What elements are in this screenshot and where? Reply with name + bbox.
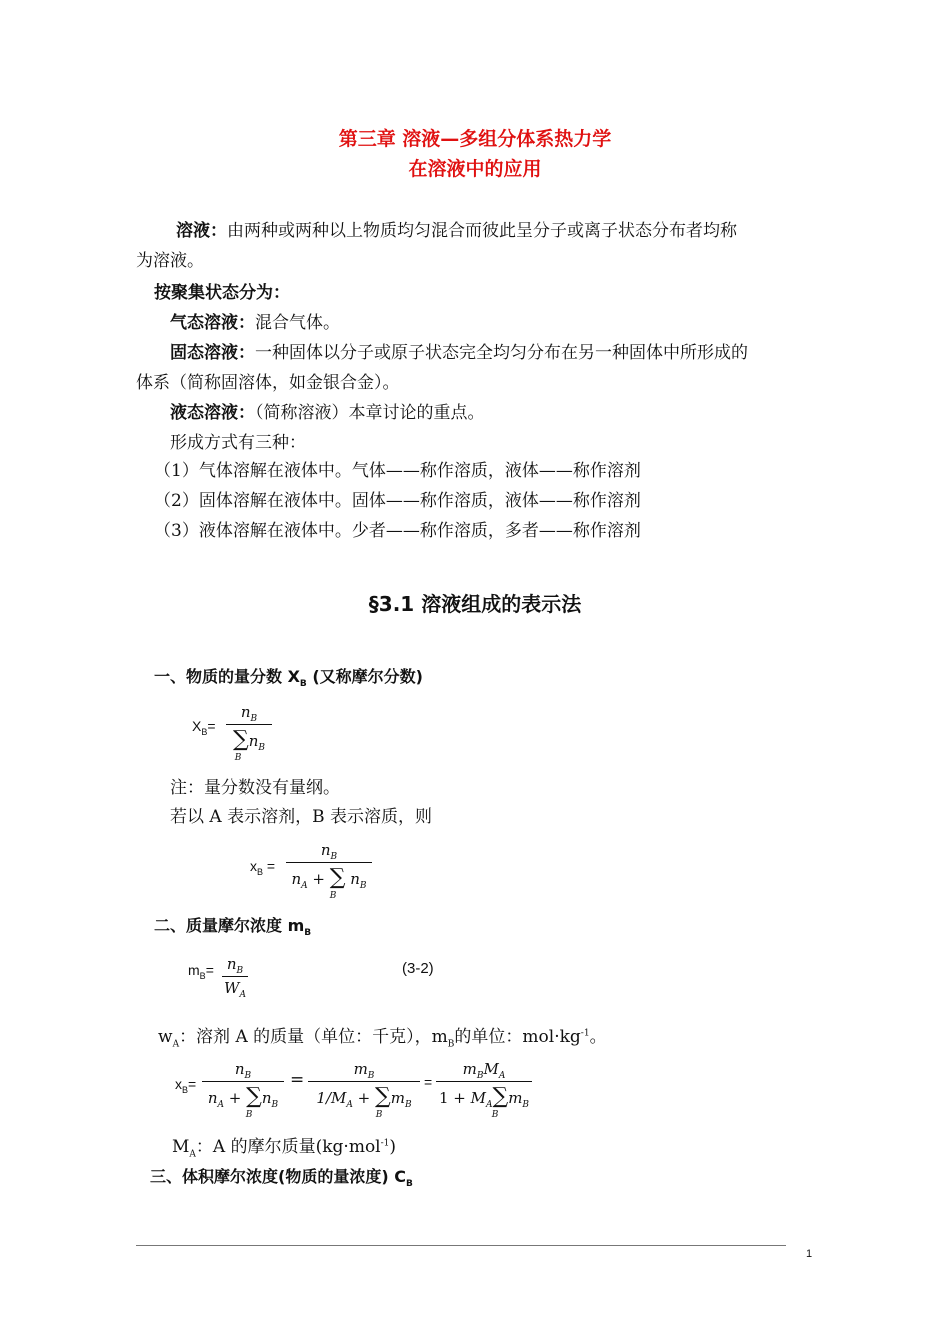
- part3-heading: 三、体积摩尔浓度(物质的量浓度) $C_B$: [150, 1167, 413, 1190]
- footer-divider: [136, 1245, 786, 1246]
- liquid-solution: 液态溶液：（简称溶液）本章讨论的重点。: [170, 403, 485, 423]
- way-2: （2）固体溶解在液体中。固体——称作溶质，液体——称作溶剂: [154, 491, 641, 511]
- chapter-title: 第三章 溶液—多组分体系热力学: [338, 128, 612, 150]
- part2-heading: 二、质量摩尔浓度 $m_B$: [154, 916, 312, 939]
- solid-solution: 固态溶液：一种固体以分子或原子状态完全均匀分布在另一种固体中所形成的: [170, 343, 748, 363]
- section-heading: §3.1 溶液组成的表示法: [368, 592, 582, 616]
- solid-solution-cont: 体系（简称固溶体，如金银合金）。: [136, 373, 400, 393]
- gas-solution: 气态溶液：混合气体。: [170, 313, 340, 333]
- way-1: （1）气体溶解在液体中。气体——称作溶质，液体——称作溶剂: [154, 461, 641, 481]
- note-dimensionless: 注：量分数没有量纲。: [170, 778, 340, 798]
- classify-heading: 按聚集状态分为：: [154, 283, 290, 303]
- way-3: （3）液体溶解在液体中。少者——称作溶质，多者——称作溶剂: [154, 521, 641, 541]
- wa-definition: $w_A$：溶剂 A 的质量（单位：千克），$m_B$的单位：$mol\cdot kg^{-1}$。: [158, 1027, 607, 1050]
- chapter-subtitle: 在溶液中的应用: [408, 158, 542, 180]
- solution-definition-cont: 为溶液。: [136, 251, 204, 271]
- formation-ways: 形成方式有三种：: [170, 433, 306, 453]
- equation-number: (3-2): [402, 960, 434, 977]
- ma-definition: $M_A$：A 的摩尔质量(kg·mol$^{-1}$): [172, 1137, 397, 1160]
- part1-heading: 一、物质的量分数 $X_B$ (又称摩尔分数): [154, 667, 423, 690]
- if-a-solvent-b-solute: 若以 A 表示溶剂，B 表示溶质，则: [170, 807, 432, 827]
- solution-definition: 溶液：由两种或两种以上物质均匀混合而彼此呈分子或离子状态分布者均称: [176, 221, 737, 241]
- page-number: 1: [806, 1248, 813, 1260]
